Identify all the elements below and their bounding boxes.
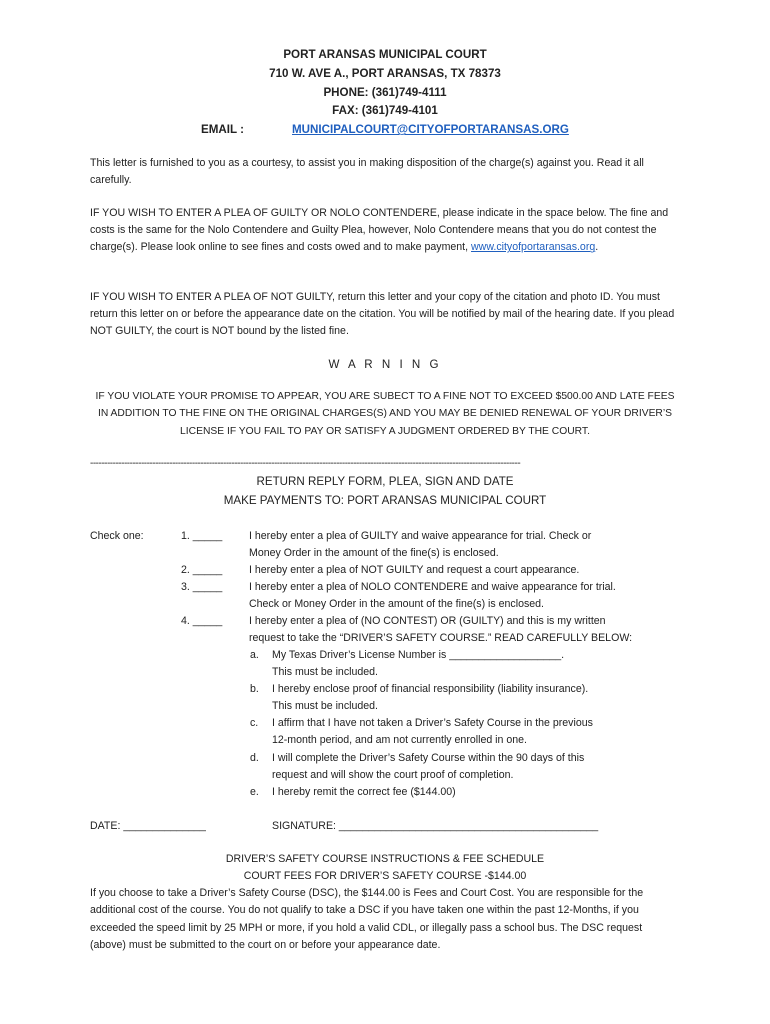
- website-link[interactable]: www.cityofportaransas.org: [471, 241, 596, 254]
- plea-option-4-text: request to take the “DRIVER’S SAFETY COURSE.” READ CAREFULLY BELOW:: [249, 632, 633, 644]
- court-fax: FAX: (361)749-4101: [332, 104, 438, 118]
- dsc-item-d-text: request and will show the court proof of completion.: [272, 769, 514, 781]
- website-suffix: .: [595, 241, 599, 254]
- dsc-item-d-letter: d.: [250, 752, 259, 764]
- dsc-item-e-letter: e.: [250, 786, 259, 798]
- court-address: 710 W. AVE A., PORT ARANSAS, TX 78373: [269, 66, 501, 80]
- email-link[interactable]: MUNICIPALCOURT@CITYOFPORTARANSAS.ORG: [292, 123, 569, 137]
- not-guilty-paragraph: IF YOU WISH TO ENTER A PLEA OF NOT GUILTY, return this letter and your copy of the citation and photo ID. You must return this letter on or before the appearance date on the citation. You will be notified by mail of the hearing date. If you plead NOT GUILTY, the court is NOT bound by the listed fine.: [90, 291, 675, 338]
- dsc-item-a-text: This must be included.: [272, 666, 378, 678]
- plea-option-3-text: Check or Money Order in the amount of the fine(s) is enclosed.: [249, 598, 545, 610]
- dsc-item-b-letter: b.: [250, 683, 259, 695]
- dsc-instructions-title: [90, 851, 680, 885]
- warning-title: W A R N I N G: [328, 358, 442, 371]
- plea-option-1-checkbox[interactable]: 1. _____: [181, 530, 223, 542]
- plea-option-1-text: I hereby enter a plea of GUILTY and waive appearance for trial. Check or: [249, 530, 592, 542]
- email-row: [90, 121, 680, 140]
- signature-field[interactable]: SIGNATURE: ____________________________________________: [272, 820, 599, 832]
- plea-option-2-checkbox[interactable]: 2. _____: [181, 564, 223, 576]
- dsc-item-d-text: I will complete the Driver’s Safety Course within the 90 days of this: [272, 752, 585, 764]
- court-phone: PHONE: (361)749-4111: [323, 85, 447, 99]
- dsc-item-a-text: My Texas Driver’s License Number is ___________________.: [272, 649, 565, 661]
- dsc-item-a-letter: a.: [250, 649, 259, 661]
- cut-line-divider: --------------------------------------------------------------------------------------------------------------------------------------------------------: [90, 458, 521, 469]
- plea-option-4-text: I hereby enter a plea of (NO CONTEST) OR (GUILTY) and this is my written: [249, 615, 606, 627]
- guilty-plea-paragraph: [90, 205, 680, 257]
- plea-option-3-checkbox[interactable]: 3. _____: [181, 581, 223, 593]
- guilty-plea-text: IF YOU WISH TO ENTER A PLEA OF GUILTY OR NOLO CONTENDERE, please indicate in the space below. The fine and costs is the same for the Nolo Contendere and Guilty Plea, however, Nolo Contendere means that you do not contest the charge(s). Please look online to see fines and costs owed and to make payment,: [90, 207, 669, 254]
- dsc-instructions-text: If you choose to take a Driver’s Safety Course (DSC), the $144.00 is Fees and Court Cost. You are responsible for the additional cost of the course. You do not qualify to take a DSC if you have taken one within the past 12-Months, if you exceeded the speed limit by 25 MPH or more, if you hold a valid CDL, or illegally pass a school bus. The DSC request (above) must be submitted to the court on or before your appearance date.: [90, 887, 644, 952]
- email-label: EMAIL :: [201, 123, 244, 137]
- plea-option-4-checkbox[interactable]: 4. _____: [181, 615, 223, 627]
- dsc-item-b-text: I hereby enclose proof of financial responsibility (liability insurance).: [272, 683, 589, 695]
- dsc-item-e-text: I hereby remit the correct fee ($144.00): [272, 786, 456, 798]
- reply-title-line2: MAKE PAYMENTS TO: PORT ARANSAS MUNICIPAL COURT: [223, 493, 547, 507]
- plea-option-3-text: I hereby enter a plea of NOLO CONTENDERE and waive appearance for trial.: [249, 581, 616, 593]
- reply-form-title: [90, 473, 680, 510]
- dsc-title-line1: DRIVER’S SAFETY COURSE INSTRUCTIONS & FEE SCHEDULE: [225, 853, 545, 865]
- reply-title-line1: RETURN REPLY FORM, PLEA, SIGN AND DATE: [256, 475, 514, 488]
- intro-paragraph: This letter is furnished to you as a courtesy, to assist you in making disposition of the charge(s) against you. Read it all carefully.: [90, 157, 644, 187]
- court-name: PORT ARANSAS MUNICIPAL COURT: [283, 48, 487, 61]
- warning-text: IF YOU VIOLATE YOUR PROMISE TO APPEAR, YOU ARE SUBECT TO A FINE NOT TO EXCEED $500.00 AND LATE FEES IN ADDITION TO THE FINE ON THE ORIGINAL CHARGES(S) AND YOU MAY BE DENIED RENEWAL OF YOUR DRIVER’S LICENSE IF YOU FAIL TO PAY OR SATISFY A JUDGMENT ORDERED BY THE COURT.: [95, 391, 675, 437]
- dsc-item-b-text: This must be included.: [272, 700, 378, 712]
- dsc-item-c-text: I affirm that I have not taken a Driver’s Safety Course in the previous: [272, 717, 593, 729]
- dsc-item-c-letter: c.: [250, 717, 259, 729]
- dsc-item-c-text: 12-month period, and am not currently enrolled in one.: [272, 734, 527, 746]
- plea-option-2-text: I hereby enter a plea of NOT GUILTY and request a court appearance.: [249, 564, 580, 576]
- date-field[interactable]: DATE: ______________: [90, 820, 206, 832]
- check-one-label: Check one:: [90, 530, 144, 542]
- court-header: [90, 46, 680, 140]
- dsc-title-line2: COURT FEES FOR DRIVER’S SAFETY COURSE -$144.00: [243, 870, 527, 883]
- plea-option-1-text: Money Order in the amount of the fine(s) is enclosed.: [249, 547, 499, 559]
